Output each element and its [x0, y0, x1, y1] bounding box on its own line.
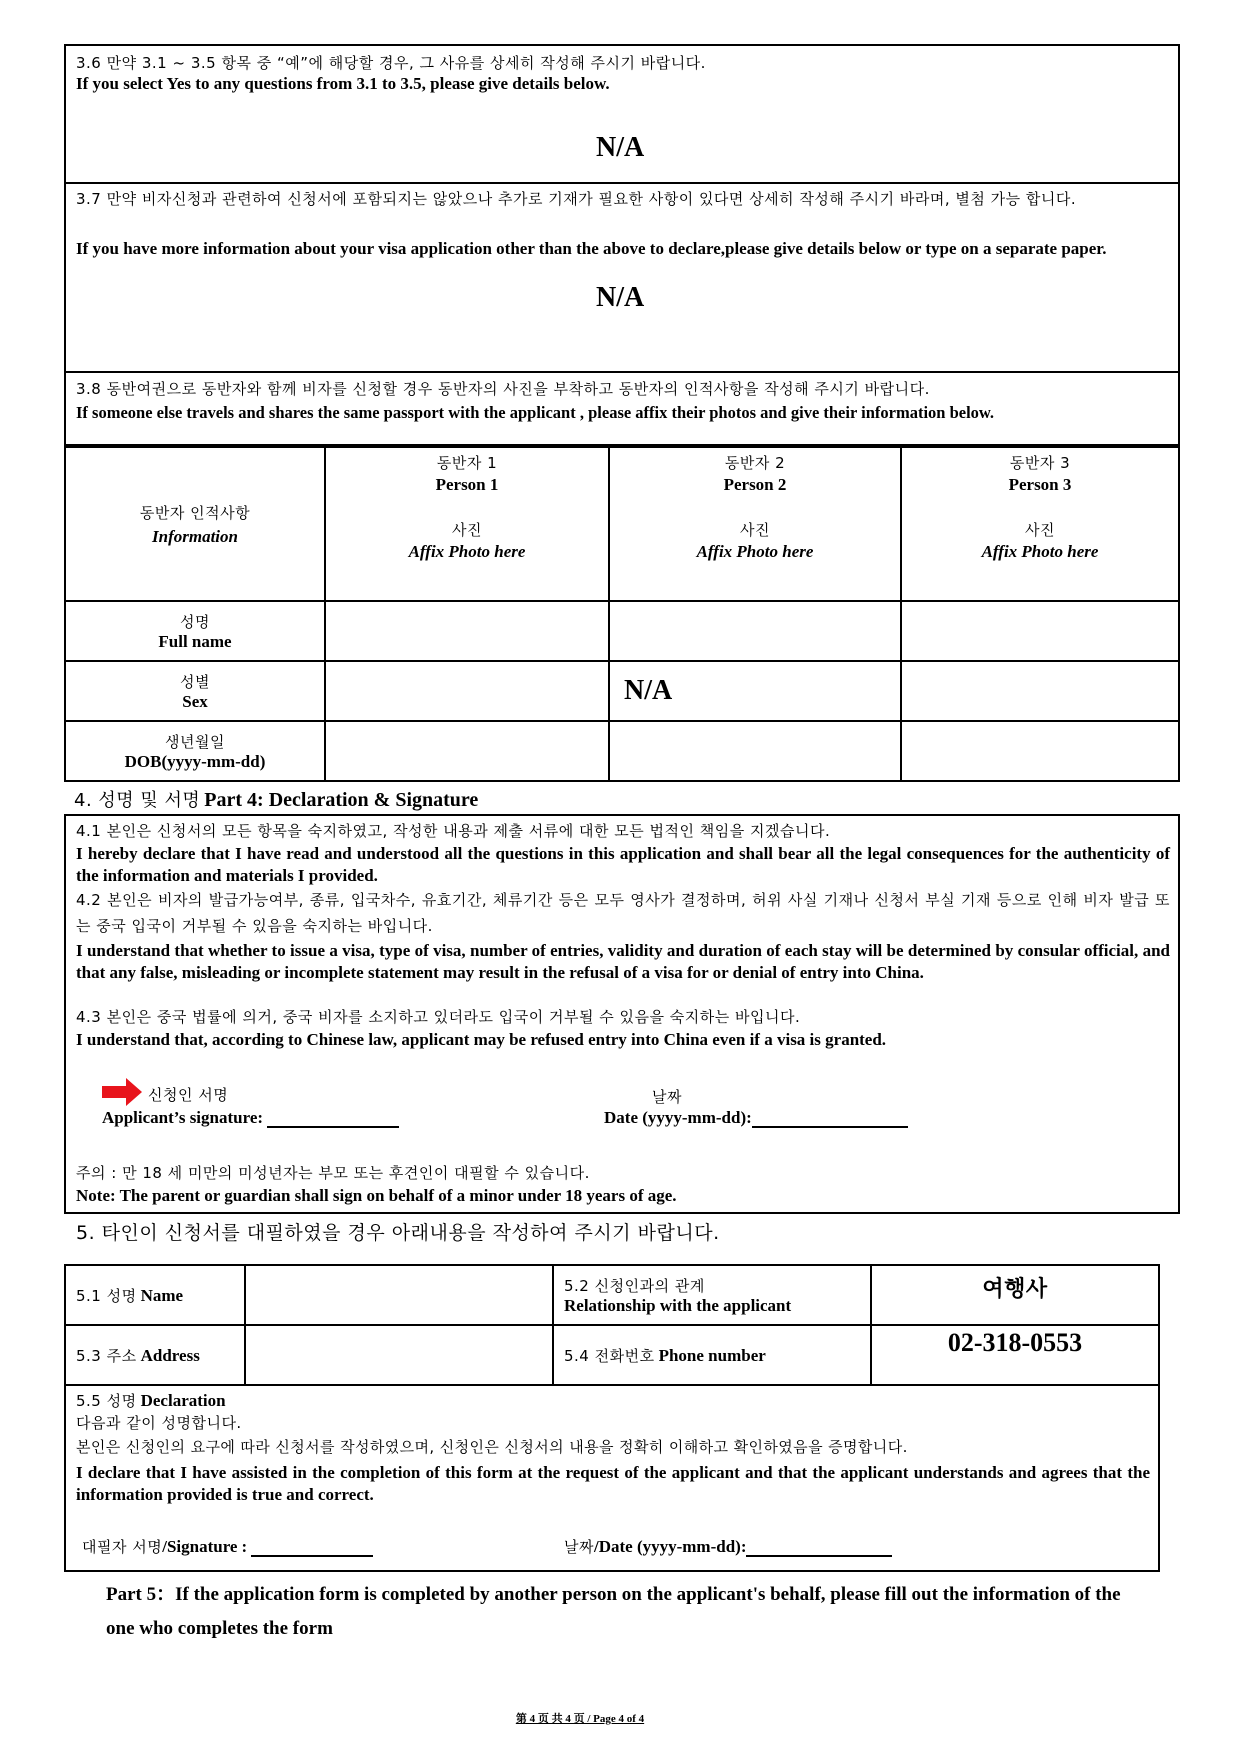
companion-value: N/A [624, 675, 673, 706]
d41-en: I hereby declare that I have read and understood all the questions in this application and shall bear all the legal consequences for the authenticity of the information and materials I provided. [76, 844, 1170, 885]
declaration-cell: 5.5 성명 Declaration 다음과 같이 성명합니다. 본인은 신청인의 요구에 따라 신청서를 작성하였으며, 신청인은 신청서의 내용을 정확히 이해하고 확인하였음을 증명합니다. I declare that I have assisted in the completion of this form at the request of the applicant and that the applicant understands and agrees that the information provided is true and correct. 대필자 서명/Signature : 날짜/Date (yyyy-mm-dd): [65, 1385, 1159, 1571]
applicant-signature-field[interactable] [267, 1108, 399, 1128]
s37-kr: 3.7 만약 비자신청과 관련하여 신청서에 포함되지는 않았으나 추가로 기재가 필요한 사항이 있다면 상세히 작성해 주시기 바라며, 별첨 가능 합니다. [76, 190, 1077, 208]
part4-title: 4. 성명 및 서명 Part 4: Declaration & Signature [74, 789, 479, 811]
part4-box [64, 814, 1180, 1214]
helper-signature-field[interactable] [251, 1537, 373, 1557]
d42-en: I understand that whether to issue a visa, type of visa, number of entries, validity and duration of each stay will be determined by consular official, and that any false, misleading or incomplete statement may result in the refusal of a visa for or denial of entry into China. [76, 941, 1170, 982]
person-1-name-field[interactable] [325, 601, 609, 661]
phone-field[interactable]: 02-318-0553 [871, 1325, 1159, 1385]
row-label-dob: 생년월일 DOB(yyyy-mm-dd) [65, 721, 325, 781]
s36-kr: 3.6 만약 3.1 ~ 3.5 항목 중 “예”에 해당할 경우, 그 사유를 상세히 작성해 주시기 바랍니다. [76, 54, 706, 72]
applicant-date-row: Date (yyyy-mm-dd): [604, 1108, 908, 1128]
s38-en: If someone else travels and shares the same passport with the applicant , please affix their photos and give their information below. [76, 403, 995, 422]
person-3-dob-field[interactable] [901, 721, 1179, 781]
minor-note-en: Note: The parent or guardian shall sign on behalf of a minor under 18 years of age. [76, 1186, 677, 1205]
relationship-field[interactable]: 여행사 [871, 1265, 1159, 1325]
s37-value: N/A [596, 282, 645, 313]
person-1-dob-field[interactable] [325, 721, 609, 781]
s36-value: N/A [596, 132, 645, 163]
page-number: 第 4 页 共 4 页 / Page 4 of 4 [515, 1713, 645, 1725]
person-2-name-field[interactable] [609, 601, 901, 661]
decl-line1: 다음과 같이 성명합니다. [76, 1414, 242, 1432]
relationship-label-cell: 5.2 신청인과의 관계 Relationship with the applicant [553, 1265, 871, 1325]
helper-signature-row: 대필자 서명/Signature : [82, 1536, 373, 1557]
part5-title: 5. 타인이 신청서를 대필하였을 경우 아래내용을 작성하여 주시기 바랍니다. [76, 1222, 720, 1244]
address-label-cell: 5.3 주소 Address [65, 1325, 245, 1385]
applicant-signature-kr: 신청인 서명 [148, 1086, 229, 1104]
row-label-sex: 성별 Sex [65, 661, 325, 721]
phone-label-cell: 5.4 전화번호 Phone number [553, 1325, 871, 1385]
part5-footer-note: Part 5：If the application form is completed by another person on the applicant's behalf, please fill out the information of the one who completes the form [106, 1584, 1121, 1639]
d43-en: I understand that, according to Chinese law, applicant may be refused entry into China even if a visa is granted. [76, 1030, 887, 1049]
person-1-sex-field[interactable] [325, 661, 609, 721]
red-arrow-icon [102, 1078, 144, 1106]
person-3-photo-cell[interactable]: 동반자 3 Person 3 사진 Affix Photo here [901, 447, 1179, 601]
d43-kr: 4.3 본인은 중국 법률에 의거, 중국 비자를 소지하고 있더라도 입국이 거부될 수 있음을 숙지하는 바입니다. [76, 1008, 801, 1026]
person-3-sex-field[interactable] [901, 661, 1179, 721]
helper-date-row: 날짜/Date (yyyy-mm-dd): [564, 1536, 892, 1557]
part5-table [64, 1264, 1160, 1572]
helper-address-field[interactable] [245, 1325, 553, 1385]
applicant-signature-row: Applicant’s signature: [102, 1108, 399, 1128]
person-2-photo-cell[interactable]: 동반자 2 Person 2 사진 Affix Photo here [609, 447, 901, 601]
companion-info-header: 동반자 인적사항 Information [65, 447, 325, 601]
companion-table [64, 446, 1180, 782]
divider [66, 182, 1178, 184]
helper-name-field[interactable] [245, 1265, 553, 1325]
section-3-box [64, 44, 1180, 446]
person-2-sex-field[interactable] [609, 661, 901, 721]
s37-en: If you have more information about your visa application other than the above to declare,please give details below or type on a separate paper. [76, 239, 1107, 258]
applicant-date-field[interactable] [752, 1108, 908, 1128]
person-2-dob-field[interactable] [609, 721, 901, 781]
helper-date-field[interactable] [746, 1537, 892, 1557]
d42-kr: 4.2 본인은 비자의 발급가능여부, 종류, 입국차수, 유효기간, 체류기간 등은 모두 영사가 결정하며, 허위 사실 기재나 신청서 부실 기재 등으로 인해 비자 발급 또는 중국 입국이 거부될 수 있음을 숙지하는 바입니다. [76, 891, 1170, 935]
d41-kr: 4.1 본인은 신청서의 모든 항목을 숙지하였고, 작성한 내용과 제출 서류에 대한 모든 법적인 책임을 지겠습니다. [76, 822, 831, 840]
person-1-photo-cell[interactable]: 동반자 1 Person 1 사진 Affix Photo here [325, 447, 609, 601]
decl-line2: 본인은 신청인의 요구에 따라 신청서를 작성하였으며, 신청인은 신청서의 내용을 정확히 이해하고 확인하였음을 증명합니다. [76, 1438, 908, 1456]
name-label-cell: 5.1 성명 Name [65, 1265, 245, 1325]
s38-kr: 3.8 동반여권으로 동반자와 함께 비자를 신청할 경우 동반자의 사진을 부착하고 동반자의 인적사항을 작성해 주시기 바랍니다. [76, 380, 930, 398]
applicant-date-kr: 날짜 [652, 1088, 682, 1106]
decl-en: I declare that I have assisted in the completion of this form at the request of the applicant and that the applicant understands and agrees that the information provided is true and correct. [76, 1463, 1150, 1504]
divider [66, 371, 1178, 373]
s36-en: If you select Yes to any questions from 3.1 to 3.5, please give details below. [76, 74, 610, 93]
person-3-name-field[interactable] [901, 601, 1179, 661]
row-label-full-name: 성명 Full name [65, 601, 325, 661]
minor-note-kr: 주의 : 만 18 세 미만의 미성년자는 부모 또는 후견인이 대필할 수 있습니다. [76, 1164, 590, 1182]
